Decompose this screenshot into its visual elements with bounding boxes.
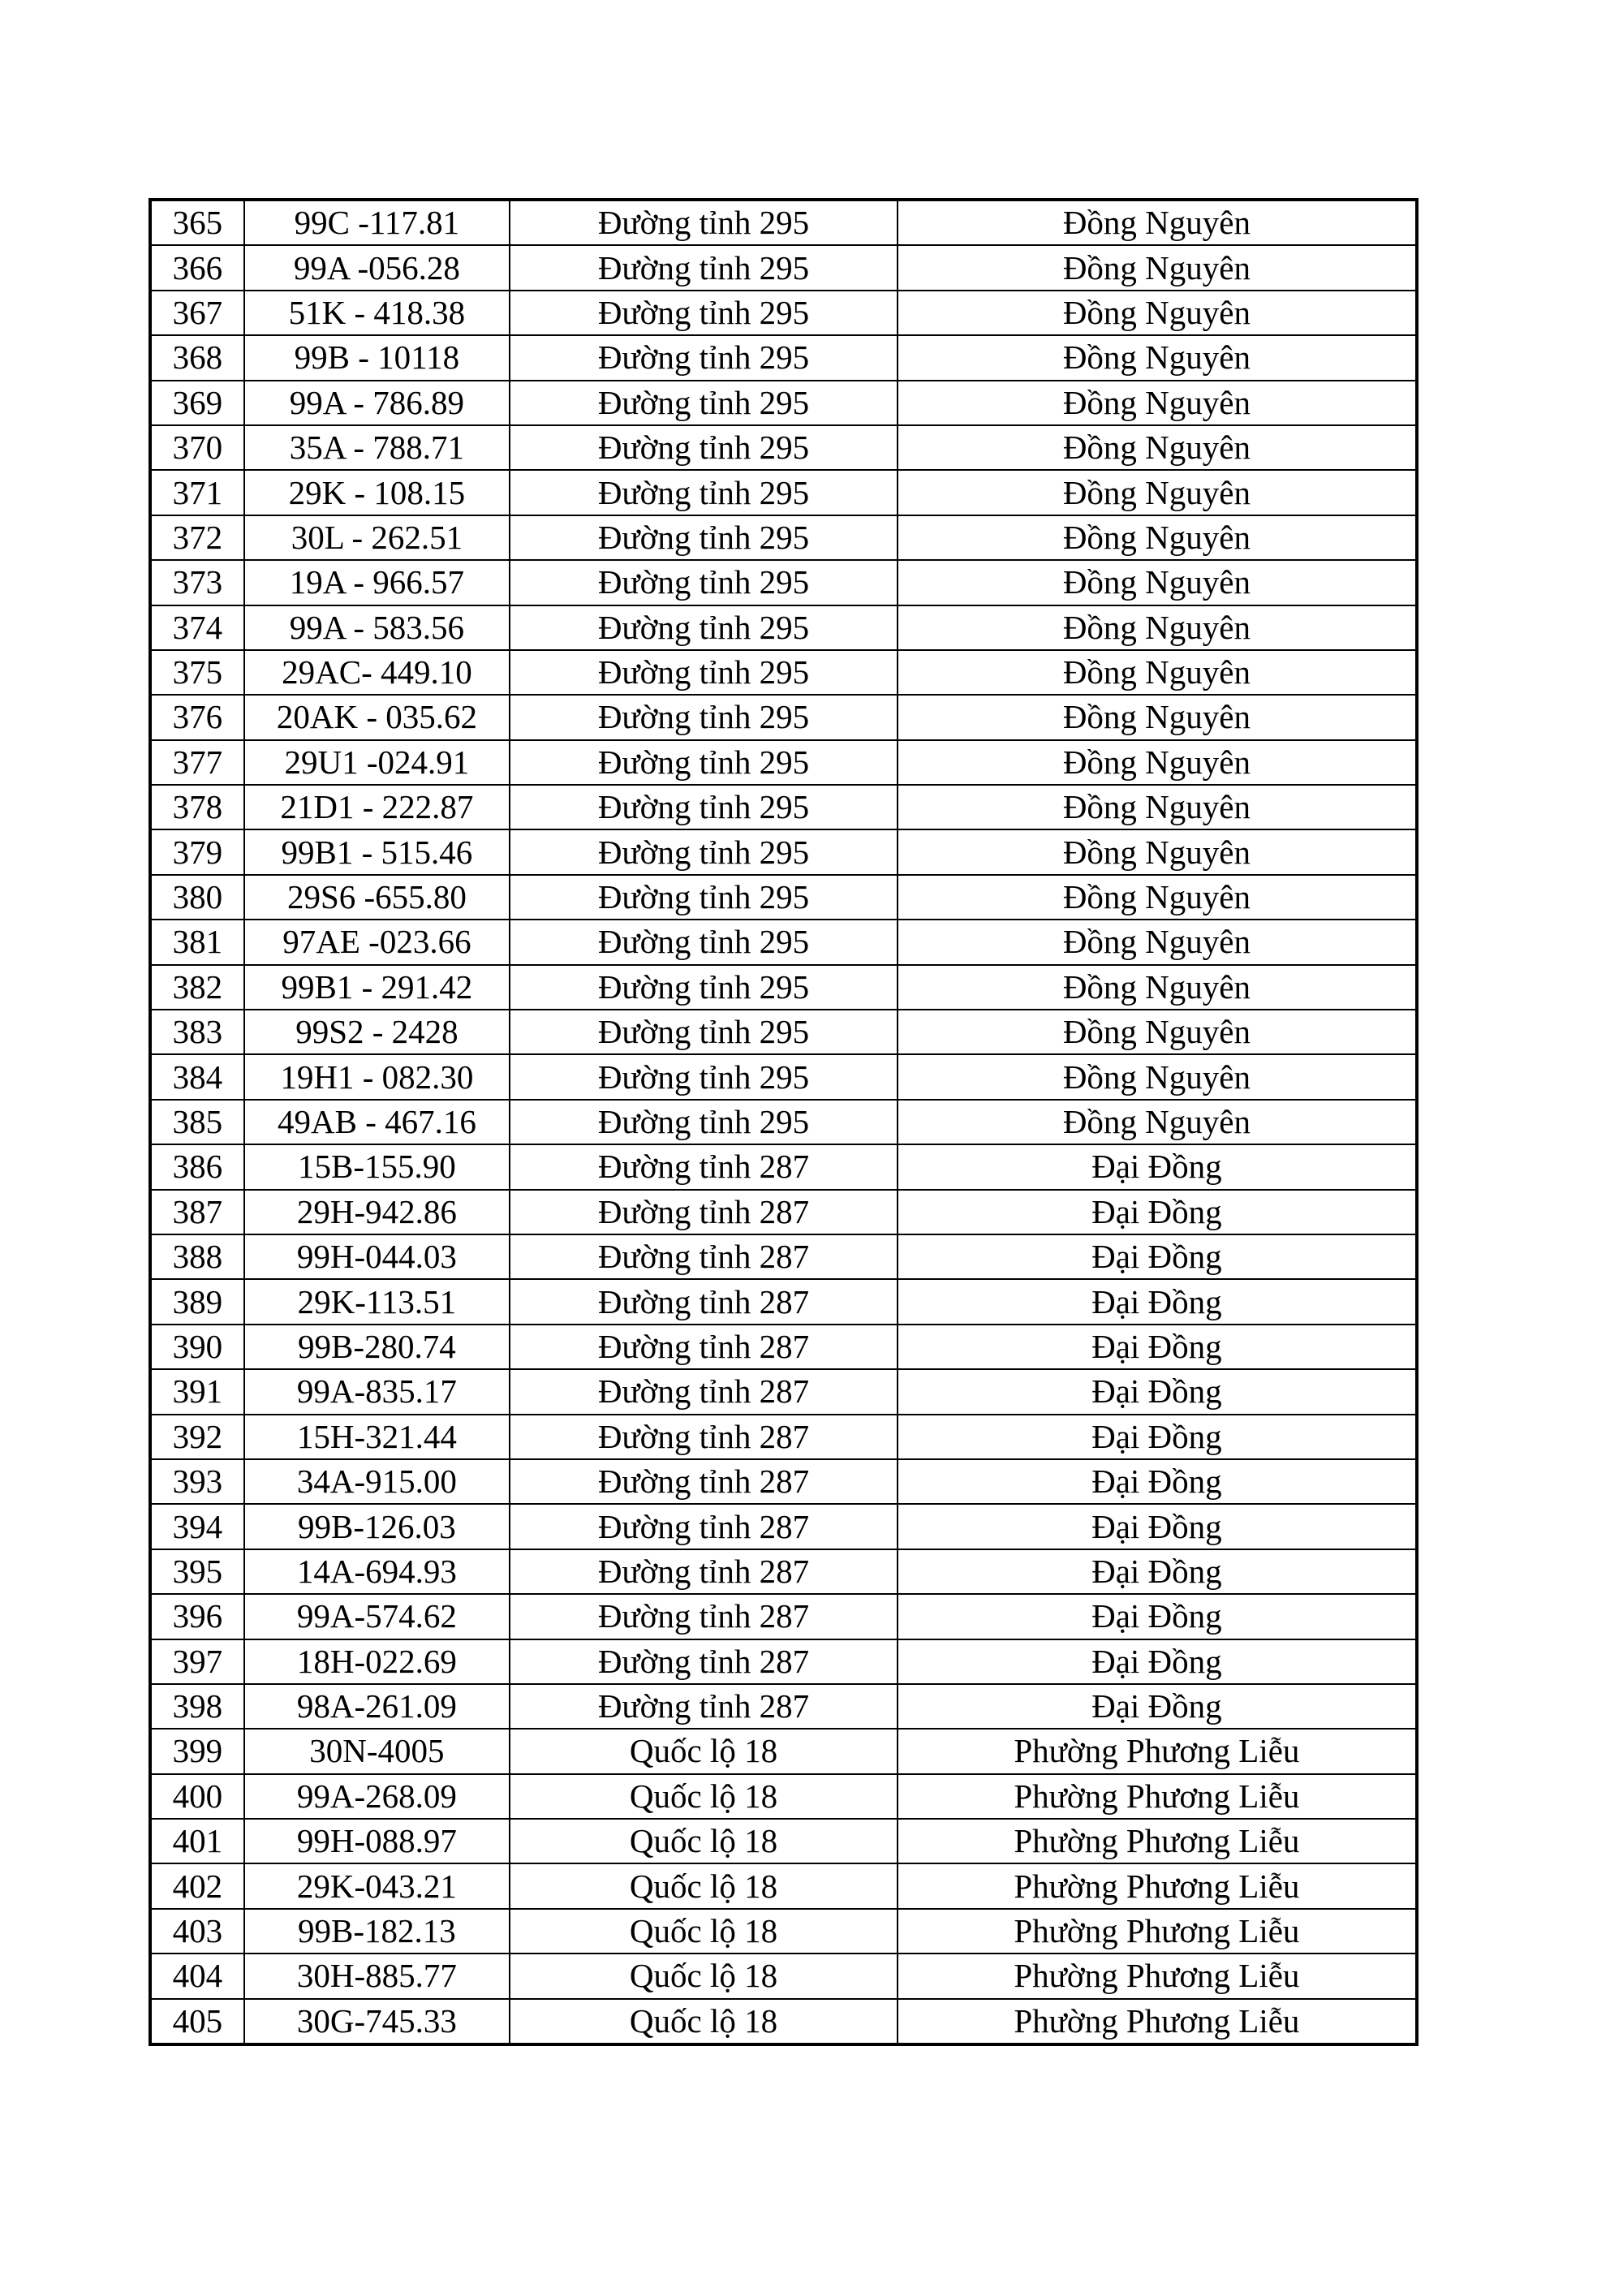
table-row [150, 740, 1417, 785]
road-cell: Đường tỉnh 287 [510, 1594, 898, 1639]
area-cell: Đồng Nguyên [898, 829, 1417, 874]
area-cell: Đồng Nguyên [898, 920, 1417, 964]
table-row [150, 965, 1417, 1010]
table-row [150, 920, 1417, 964]
table-row [150, 1325, 1417, 1369]
license-plate-cell: 29AC- 449.10 [244, 650, 510, 695]
license-plate-cell: 99H-044.03 [244, 1234, 510, 1279]
road-cell: Đường tỉnh 295 [510, 650, 898, 695]
area-cell: Đồng Nguyên [898, 1010, 1417, 1054]
table-row [150, 515, 1417, 560]
row-number-cell: 372 [150, 515, 244, 560]
row-number-cell: 388 [150, 1234, 244, 1279]
area-cell: Đồng Nguyên [898, 695, 1417, 739]
license-plate-cell: 29H-942.86 [244, 1190, 510, 1234]
license-plate-cell: 97AE -023.66 [244, 920, 510, 964]
road-cell: Đường tỉnh 287 [510, 1415, 898, 1459]
road-cell: Đường tỉnh 295 [510, 200, 898, 245]
road-cell: Đường tỉnh 295 [510, 785, 898, 829]
license-plate-cell: 29U1 -024.91 [244, 740, 510, 785]
row-number-cell: 390 [150, 1325, 244, 1369]
row-number-cell: 381 [150, 920, 244, 964]
area-cell: Phường Phương Liễu [898, 1729, 1417, 1773]
row-number-cell: 398 [150, 1684, 244, 1729]
row-number-cell: 375 [150, 650, 244, 695]
area-cell: Phường Phương Liễu [898, 1909, 1417, 1954]
row-number-cell: 376 [150, 695, 244, 739]
license-plate-cell: 99B-280.74 [244, 1325, 510, 1369]
road-cell: Đường tỉnh 287 [510, 1549, 898, 1594]
license-plate-cell: 29K-043.21 [244, 1863, 510, 1908]
road-cell: Đường tỉnh 287 [510, 1684, 898, 1729]
row-number-cell: 374 [150, 605, 244, 650]
table-row [150, 1819, 1417, 1863]
table-row [150, 695, 1417, 739]
license-plate-cell: 30H-885.77 [244, 1954, 510, 1998]
license-plate-cell: 19H1 - 082.30 [244, 1054, 510, 1099]
table-row [150, 1190, 1417, 1234]
road-cell: Quốc lộ 18 [510, 1774, 898, 1819]
row-number-cell: 377 [150, 740, 244, 785]
area-cell: Đồng Nguyên [898, 965, 1417, 1010]
road-cell: Đường tỉnh 295 [510, 470, 898, 515]
road-cell: Đường tỉnh 295 [510, 245, 898, 290]
area-cell: Đồng Nguyên [898, 605, 1417, 650]
license-plate-cell: 99A-268.09 [244, 1774, 510, 1819]
table-row [150, 829, 1417, 874]
row-number-cell: 399 [150, 1729, 244, 1773]
road-cell: Đường tỉnh 287 [510, 1639, 898, 1684]
road-cell: Đường tỉnh 287 [510, 1325, 898, 1369]
road-cell: Đường tỉnh 287 [510, 1459, 898, 1504]
row-number-cell: 368 [150, 335, 244, 380]
license-plate-cell: 99H-088.97 [244, 1819, 510, 1863]
area-cell: Đại Đồng [898, 1279, 1417, 1324]
area-cell: Đại Đồng [898, 1594, 1417, 1639]
table-row [150, 1459, 1417, 1504]
row-number-cell: 391 [150, 1369, 244, 1414]
row-number-cell: 384 [150, 1054, 244, 1099]
table-row [150, 1999, 1417, 2044]
license-plate-cell: 18H-022.69 [244, 1639, 510, 1684]
table-row [150, 1549, 1417, 1594]
license-plate-cell: 30N-4005 [244, 1729, 510, 1773]
license-plate-cell: 15B-155.90 [244, 1144, 510, 1189]
area-cell: Đại Đồng [898, 1459, 1417, 1504]
table-row [150, 1504, 1417, 1549]
area-cell: Đại Đồng [898, 1144, 1417, 1189]
row-number-cell: 371 [150, 470, 244, 515]
license-plate-cell: 14A-694.93 [244, 1549, 510, 1594]
table-row [150, 1234, 1417, 1279]
row-number-cell: 373 [150, 560, 244, 605]
area-cell: Đại Đồng [898, 1369, 1417, 1414]
road-cell: Đường tỉnh 295 [510, 740, 898, 785]
license-plate-cell: 99B1 - 515.46 [244, 829, 510, 874]
row-number-cell: 369 [150, 381, 244, 425]
area-cell: Đồng Nguyên [898, 1054, 1417, 1099]
road-cell: Đường tỉnh 295 [510, 1010, 898, 1054]
license-plate-cell: 99A-574.62 [244, 1594, 510, 1639]
table-row [150, 1954, 1417, 1998]
violation-table [149, 198, 1419, 2046]
area-cell: Phường Phương Liễu [898, 1774, 1417, 1819]
license-plate-cell: 29K-113.51 [244, 1279, 510, 1324]
row-number-cell: 405 [150, 1999, 244, 2044]
road-cell: Đường tỉnh 295 [510, 515, 898, 560]
row-number-cell: 385 [150, 1100, 244, 1144]
road-cell: Đường tỉnh 287 [510, 1190, 898, 1234]
area-cell: Đại Đồng [898, 1190, 1417, 1234]
row-number-cell: 365 [150, 200, 244, 245]
table-row [150, 470, 1417, 515]
area-cell: Đại Đồng [898, 1639, 1417, 1684]
road-cell: Đường tỉnh 295 [510, 335, 898, 380]
license-plate-cell: 15H-321.44 [244, 1415, 510, 1459]
road-cell: Quốc lộ 18 [510, 1954, 898, 1998]
area-cell: Đồng Nguyên [898, 200, 1417, 245]
row-number-cell: 397 [150, 1639, 244, 1684]
table-row [150, 335, 1417, 380]
license-plate-cell: 99S2 - 2428 [244, 1010, 510, 1054]
road-cell: Đường tỉnh 295 [510, 1054, 898, 1099]
table-row [150, 605, 1417, 650]
row-number-cell: 370 [150, 425, 244, 470]
area-cell: Đồng Nguyên [898, 515, 1417, 560]
road-cell: Đường tỉnh 295 [510, 695, 898, 739]
table-row [150, 875, 1417, 920]
table-row [150, 245, 1417, 290]
row-number-cell: 367 [150, 291, 244, 335]
license-plate-cell: 99B - 10118 [244, 335, 510, 380]
road-cell: Quốc lộ 18 [510, 1863, 898, 1908]
road-cell: Quốc lộ 18 [510, 1909, 898, 1954]
road-cell: Quốc lộ 18 [510, 1729, 898, 1773]
table-row [150, 1279, 1417, 1324]
row-number-cell: 389 [150, 1279, 244, 1324]
table-row [150, 1010, 1417, 1054]
area-cell: Đồng Nguyên [898, 560, 1417, 605]
area-cell: Đại Đồng [898, 1549, 1417, 1594]
table-row [150, 1863, 1417, 1908]
area-cell: Phường Phương Liễu [898, 1863, 1417, 1908]
table-row [150, 381, 1417, 425]
row-number-cell: 402 [150, 1863, 244, 1908]
row-number-cell: 386 [150, 1144, 244, 1189]
road-cell: Quốc lộ 18 [510, 1999, 898, 2044]
table-row [150, 1684, 1417, 1729]
row-number-cell: 379 [150, 829, 244, 874]
license-plate-cell: 99A - 583.56 [244, 605, 510, 650]
license-plate-cell: 99B1 - 291.42 [244, 965, 510, 1010]
license-plate-cell: 19A - 966.57 [244, 560, 510, 605]
row-number-cell: 401 [150, 1819, 244, 1863]
road-cell: Đường tỉnh 295 [510, 965, 898, 1010]
road-cell: Đường tỉnh 287 [510, 1504, 898, 1549]
license-plate-cell: 35A - 788.71 [244, 425, 510, 470]
row-number-cell: 392 [150, 1415, 244, 1459]
license-plate-cell: 99B-126.03 [244, 1504, 510, 1549]
license-plate-cell: 99A - 786.89 [244, 381, 510, 425]
road-cell: Đường tỉnh 287 [510, 1369, 898, 1414]
row-number-cell: 387 [150, 1190, 244, 1234]
area-cell: Phường Phương Liễu [898, 1954, 1417, 1998]
area-cell: Đồng Nguyên [898, 650, 1417, 695]
road-cell: Đường tỉnh 295 [510, 920, 898, 964]
row-number-cell: 394 [150, 1504, 244, 1549]
row-number-cell: 396 [150, 1594, 244, 1639]
area-cell: Đồng Nguyên [898, 381, 1417, 425]
area-cell: Đồng Nguyên [898, 875, 1417, 920]
license-plate-cell: 99A-835.17 [244, 1369, 510, 1414]
area-cell: Đại Đồng [898, 1415, 1417, 1459]
license-plate-cell: 20AK - 035.62 [244, 695, 510, 739]
row-number-cell: 378 [150, 785, 244, 829]
road-cell: Đường tỉnh 295 [510, 875, 898, 920]
row-number-cell: 393 [150, 1459, 244, 1504]
road-cell: Đường tỉnh 295 [510, 291, 898, 335]
area-cell: Đồng Nguyên [898, 785, 1417, 829]
table-row [150, 425, 1417, 470]
table-row [150, 1774, 1417, 1819]
table-row [150, 1909, 1417, 1954]
table-row [150, 785, 1417, 829]
area-cell: Đồng Nguyên [898, 335, 1417, 380]
row-number-cell: 380 [150, 875, 244, 920]
table-row [150, 200, 1417, 245]
area-cell: Đồng Nguyên [898, 291, 1417, 335]
road-cell: Đường tỉnh 295 [510, 605, 898, 650]
area-cell: Phường Phương Liễu [898, 1999, 1417, 2044]
road-cell: Đường tỉnh 287 [510, 1234, 898, 1279]
table-row [150, 650, 1417, 695]
road-cell: Đường tỉnh 295 [510, 425, 898, 470]
license-plate-cell: 98A-261.09 [244, 1684, 510, 1729]
area-cell: Đồng Nguyên [898, 1100, 1417, 1144]
table-row [150, 1369, 1417, 1414]
area-cell: Đồng Nguyên [898, 740, 1417, 785]
license-plate-cell: 99C -117.81 [244, 200, 510, 245]
road-cell: Đường tỉnh 295 [510, 560, 898, 605]
table-row [150, 1144, 1417, 1189]
row-number-cell: 395 [150, 1549, 244, 1594]
table-row [150, 1054, 1417, 1099]
row-number-cell: 382 [150, 965, 244, 1010]
area-cell: Đại Đồng [898, 1504, 1417, 1549]
road-cell: Quốc lộ 18 [510, 1819, 898, 1863]
row-number-cell: 383 [150, 1010, 244, 1054]
license-plate-cell: 29K - 108.15 [244, 470, 510, 515]
row-number-cell: 400 [150, 1774, 244, 1819]
license-plate-cell: 49AB - 467.16 [244, 1100, 510, 1144]
license-plate-cell: 30L - 262.51 [244, 515, 510, 560]
table-row [150, 1639, 1417, 1684]
license-plate-cell: 51K - 418.38 [244, 291, 510, 335]
road-cell: Đường tỉnh 295 [510, 829, 898, 874]
area-cell: Đồng Nguyên [898, 245, 1417, 290]
license-plate-cell: 99B-182.13 [244, 1909, 510, 1954]
license-plate-cell: 30G-745.33 [244, 1999, 510, 2044]
table-row [150, 291, 1417, 335]
area-cell: Đồng Nguyên [898, 470, 1417, 515]
license-plate-cell: 99A -056.28 [244, 245, 510, 290]
area-cell: Đại Đồng [898, 1234, 1417, 1279]
license-plate-cell: 29S6 -655.80 [244, 875, 510, 920]
table-row [150, 560, 1417, 605]
road-cell: Đường tỉnh 287 [510, 1279, 898, 1324]
row-number-cell: 404 [150, 1954, 244, 1998]
table-row [150, 1415, 1417, 1459]
license-plate-cell: 34A-915.00 [244, 1459, 510, 1504]
area-cell: Đồng Nguyên [898, 425, 1417, 470]
row-number-cell: 403 [150, 1909, 244, 1954]
table-row [150, 1729, 1417, 1773]
row-number-cell: 366 [150, 245, 244, 290]
area-cell: Phường Phương Liễu [898, 1819, 1417, 1863]
table-body [150, 200, 1417, 2044]
road-cell: Đường tỉnh 287 [510, 1144, 898, 1189]
area-cell: Đại Đồng [898, 1684, 1417, 1729]
license-plate-cell: 21D1 - 222.87 [244, 785, 510, 829]
road-cell: Đường tỉnh 295 [510, 1100, 898, 1144]
table-row [150, 1100, 1417, 1144]
area-cell: Đại Đồng [898, 1325, 1417, 1369]
road-cell: Đường tỉnh 295 [510, 381, 898, 425]
table-row [150, 1594, 1417, 1639]
